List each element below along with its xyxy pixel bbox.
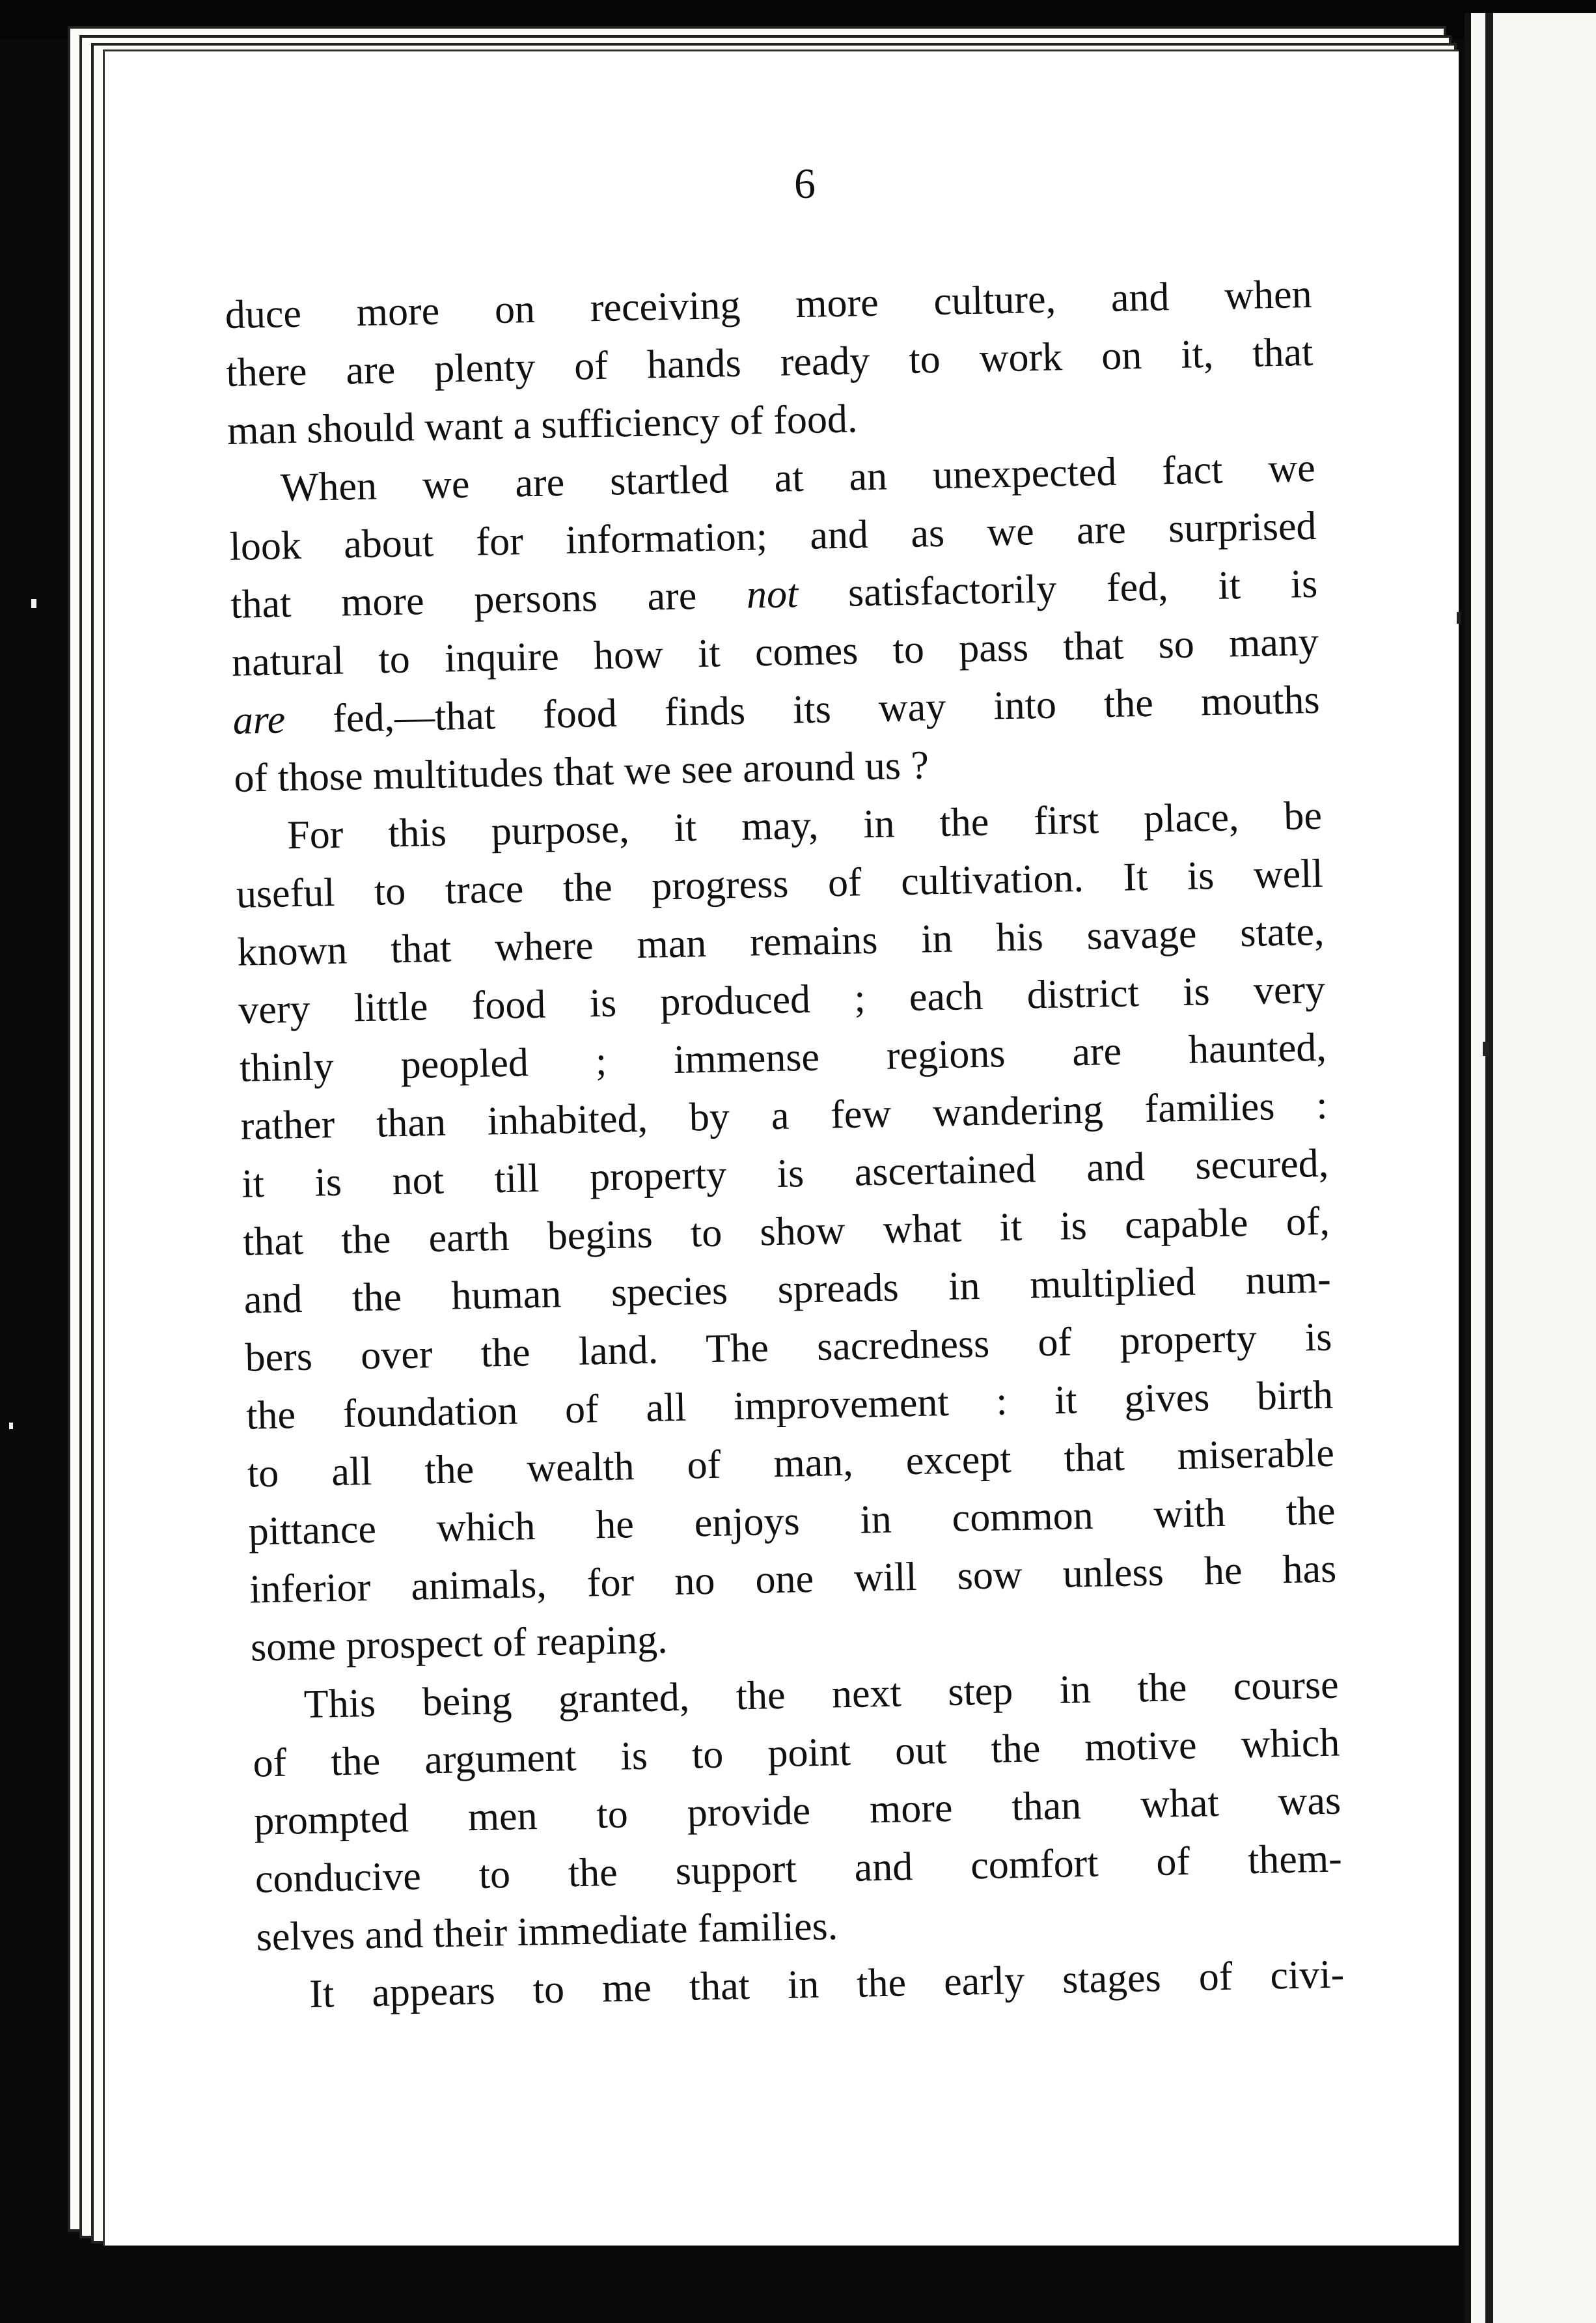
text-line: selves and their immediate families. (256, 1904, 838, 1960)
text-line: duce more on receiving more culture, and when (225, 271, 1313, 337)
page-gutter-shadow (1485, 13, 1493, 2323)
text-line: prompted men to provide more than what was (253, 1778, 1341, 1844)
page-number: 6 (794, 160, 816, 208)
text-line: man should want a sufficiency of food. (227, 396, 858, 453)
text-line: pittance which he enjoys in common with the (248, 1488, 1336, 1554)
text-line: natural to inquire how it comes to pass that so many (231, 619, 1319, 685)
scan-speck (9, 1423, 13, 1429)
paragraph (234, 787, 1338, 1677)
text-line: that more persons are not satisfactorily fed, it is (230, 561, 1318, 627)
adjacent-page-edge (1465, 13, 1596, 2323)
text-line: look about for information; and as we are surprised (229, 503, 1317, 569)
text-line: inferior animals, for no one will sow unless he has (249, 1546, 1337, 1612)
scan-speck (31, 599, 36, 608)
text-line: useful to trace the progress of cultivation. It is well (236, 851, 1324, 917)
scan-speck (1457, 612, 1461, 624)
text-line: This being granted, the next step in the course (303, 1662, 1340, 1727)
text-line: the foundation of all improvement : it gives birth (245, 1372, 1334, 1438)
text-line: very little food is produced ; each district is very (238, 967, 1326, 1033)
text-line: known that where man remains in his savage state, (236, 909, 1325, 975)
text-line: bers over the land. The sacredness of property is (244, 1315, 1332, 1380)
text-line: It appears to me that in the early stages of civi- (309, 1952, 1345, 2016)
scan-speck (1483, 1042, 1489, 1056)
text-line: thinly peopled ; immense regions are haunted, (239, 1025, 1327, 1091)
text-line: it is not till property is ascertained and secured, (241, 1141, 1329, 1206)
text-line: there are plenty of hands ready to work on it, that (225, 329, 1314, 395)
text-line: rather than inhabited, by a few wandering families : (240, 1083, 1328, 1148)
text-line: are fed,—that food finds its way into the mouths (232, 677, 1321, 743)
text-line: When we are startled at an unexpected fact we (280, 445, 1316, 510)
body-text (225, 266, 1345, 2025)
paragraph (228, 439, 1321, 808)
text-line: that the earth begins to show what it is capable of, (242, 1199, 1330, 1264)
text-line: For this purpose, it may, in the first place, be (286, 793, 1323, 858)
text-line: of the argument is to point out the motive which (252, 1720, 1340, 1786)
text-line: to all the wealth of man, except that miserable (247, 1430, 1335, 1496)
text-line: conducive to the support and comfort of them- (255, 1836, 1343, 1902)
text-line: some prospect of reaping. (250, 1617, 668, 1670)
text-line: of those multitudes that we see around us ? (233, 743, 929, 801)
text-line: and the human species spreads in multiplied num- (243, 1257, 1332, 1322)
paragraph (225, 266, 1315, 460)
paragraph (251, 1656, 1343, 1967)
